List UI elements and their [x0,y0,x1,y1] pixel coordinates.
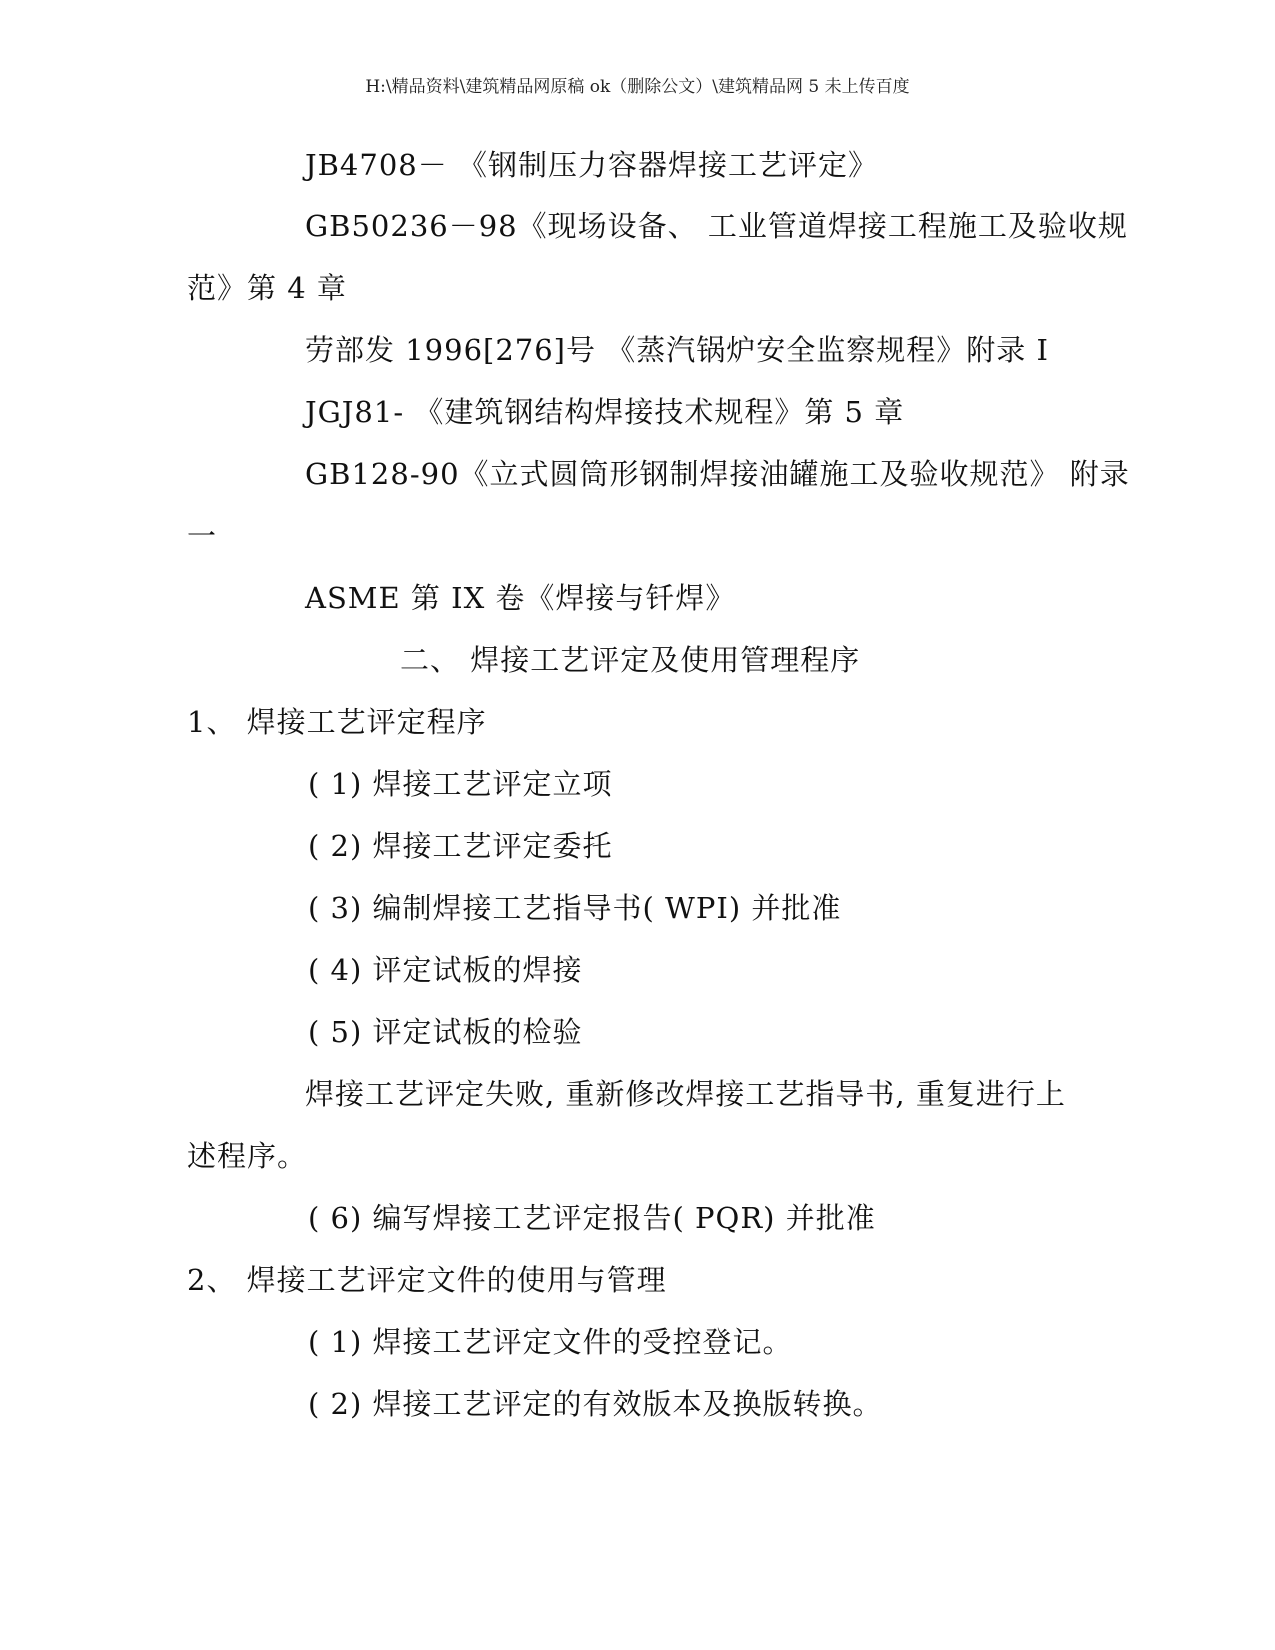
standard-gb128: GB128-90《立式圆筒形钢制焊接油罐施工及验收规范》 附录 [305,457,1130,491]
management-step-1: ( 1) 焊接工艺评定文件的受控登记。 [308,1325,793,1359]
standard-asme-ix: ASME 第 IX 卷《焊接与钎焊》 [305,581,736,615]
procedure-step-4: ( 4) 评定试板的焊接 [308,953,583,987]
procedure-step-2: ( 2) 焊接工艺评定委托 [308,829,613,863]
standard-gb50236-cont: 范》第 4 章 [187,271,347,305]
procedure-step-3: ( 3) 编制焊接工艺指导书( WPI) 并批准 [308,891,842,925]
procedure-step-1: ( 1) 焊接工艺评定立项 [308,767,613,801]
standard-gb50236: GB50236－98《现场设备、 工业管道焊接工程施工及验收规 [305,209,1128,243]
failure-note-cont: 述程序。 [187,1139,308,1173]
procedure-step-6: ( 6) 编写焊接工艺评定报告( PQR) 并批准 [308,1201,876,1235]
subsection-1-heading: 1、 焊接工艺评定程序 [187,705,487,739]
section-heading-2: 二、 焊接工艺评定及使用管理程序 [400,643,861,677]
document-header-path: H:\精品资料\建筑精品网原稿 ok（删除公文）\建筑精品网 5 未上传百度 [365,77,910,97]
standard-boiler-rules: 劳部发 1996[276]号 《蒸汽锅炉安全监察规程》附录 I [305,333,1049,367]
procedure-step-5: ( 5) 评定试板的检验 [308,1015,583,1049]
standard-jb4708: JB4708－ 《钢制压力容器焊接工艺评定》 [305,148,878,182]
standard-gb128-cont: 一 [187,519,218,553]
subsection-2-heading: 2、 焊接工艺评定文件的使用与管理 [187,1263,667,1297]
management-step-2: ( 2) 焊接工艺评定的有效版本及换版转换。 [308,1387,883,1421]
failure-note: 焊接工艺评定失败, 重新修改焊接工艺指导书, 重复进行上 [305,1077,1066,1111]
standard-jgj81: JGJ81- 《建筑钢结构焊接技术规程》第 5 章 [305,395,905,429]
